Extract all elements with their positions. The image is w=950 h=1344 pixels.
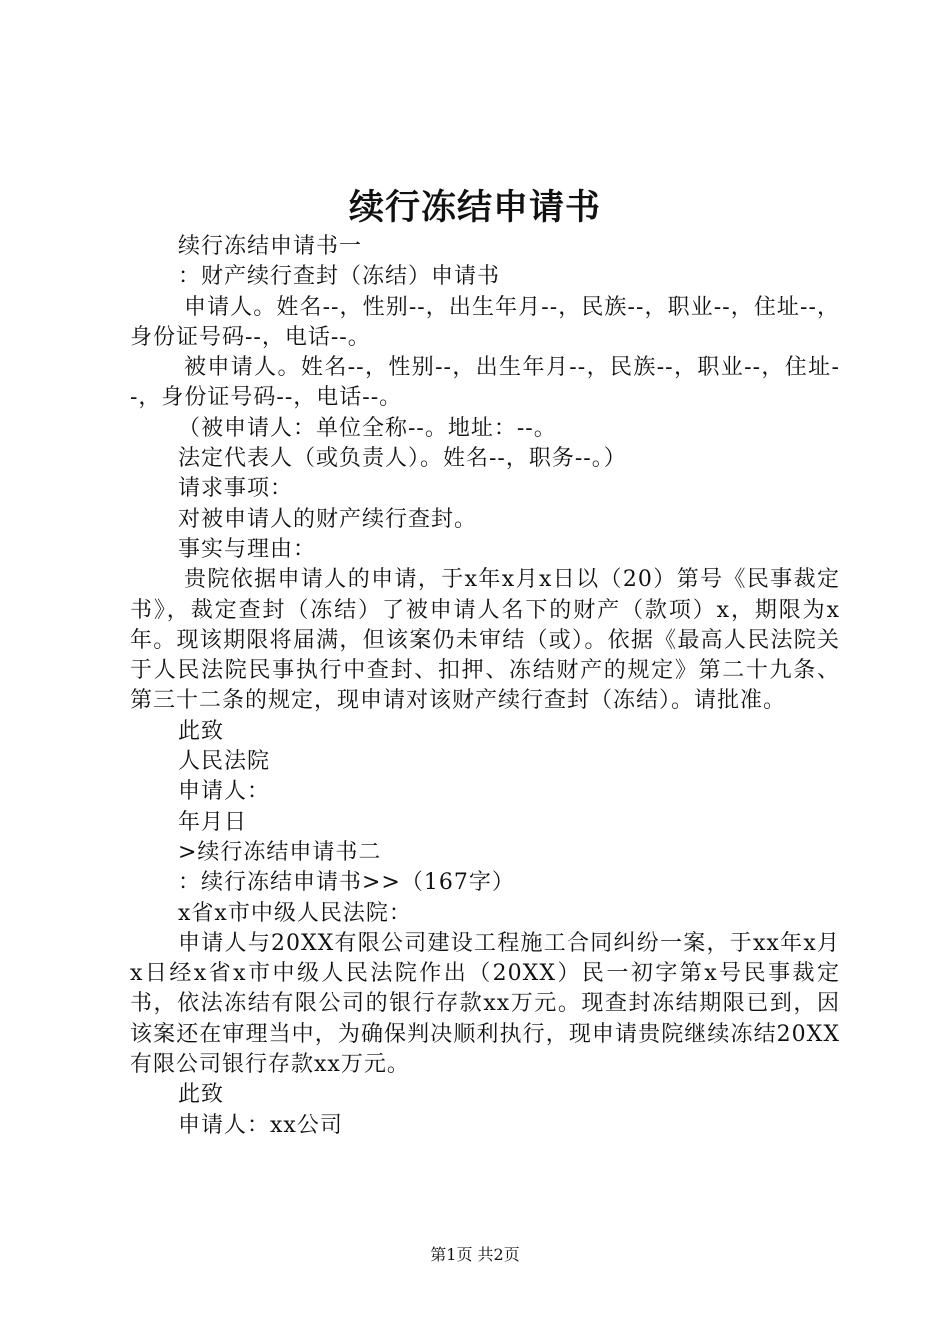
paragraph-signature-applicant: 申请人：	[178, 779, 271, 805]
paragraph-request-body: 申请人与20XX有限公司建设工程施工合同纠纷一案，于xx年x月x日经x省x市中级人民法院作出（20XX）民一初字第x号民事裁定书，依法冻结有限公司的银行存款xx万元。现查封冻结期限已到，因该案还在审理当中，为确保判决顺利执行，现申请贵院继续冻结20XX有限公司银行存款xx万元。	[130, 930, 840, 1078]
paragraph-legal-rep: 法定代表人（或负责人）。姓名--，职务--。）	[178, 446, 627, 472]
paragraph-claims: 对被申请人的财产续行查封。	[178, 506, 478, 532]
paragraph-addressee: x省x市中级人民法院：	[178, 900, 412, 926]
paragraph-respondent-unit: （被申请人：单位全称--。地址：--。	[178, 415, 557, 441]
paragraph-date: 年月日	[178, 809, 248, 835]
document-body	[130, 232, 840, 1141]
paragraph-section-2-heading: >续行冻结申请书二	[178, 839, 382, 865]
paragraph-salutation: 此致	[178, 718, 225, 744]
paragraph-subtitle-1: ：财产续行查封（冻结）申请书	[178, 264, 501, 290]
page-footer: 第1页 共2页	[430, 1245, 520, 1264]
paragraph-section-1-heading: 续行冻结申请书一	[178, 234, 363, 259]
paragraph-court: 人民法院	[178, 749, 271, 775]
document-title: 续行冻结申请书	[348, 188, 601, 228]
paragraph-respondent: 被申请人。姓名--，性别--，出生年月--，民族--，职业--，住址--，身份证号码--，电话--。	[130, 355, 840, 411]
paragraph-subtitle-2: ：续行冻结申请书>>（167字）	[178, 870, 515, 896]
paragraph-facts: 贵院依据申请人的申请，于x年x月x日以（20）第号《民事裁定书》，裁定查封（冻结）了被申请人名下的财产（款项）x，期限为x年。现该期限将届满，但该案仍未审结（或）。依据《最高人民法院关于人民法院民事执行中查封、扣押、冻结财产的规定》第二十九条、第三十二条的规定，现申请对该财产续行查封（冻结）。请批准。	[130, 567, 840, 714]
paragraph-applicant: 申请人。姓名--，性别--，出生年月--，民族--，职业--，住址--，身份证号码--，电话--。	[130, 294, 840, 350]
paragraph-claims-heading: 请求事项：	[178, 476, 294, 502]
paragraph-salutation-2: 此致	[178, 1082, 225, 1108]
paragraph-signature-company: 申请人：xx公司	[178, 1112, 343, 1138]
paragraph-facts-heading: 事实与理由：	[178, 536, 317, 562]
